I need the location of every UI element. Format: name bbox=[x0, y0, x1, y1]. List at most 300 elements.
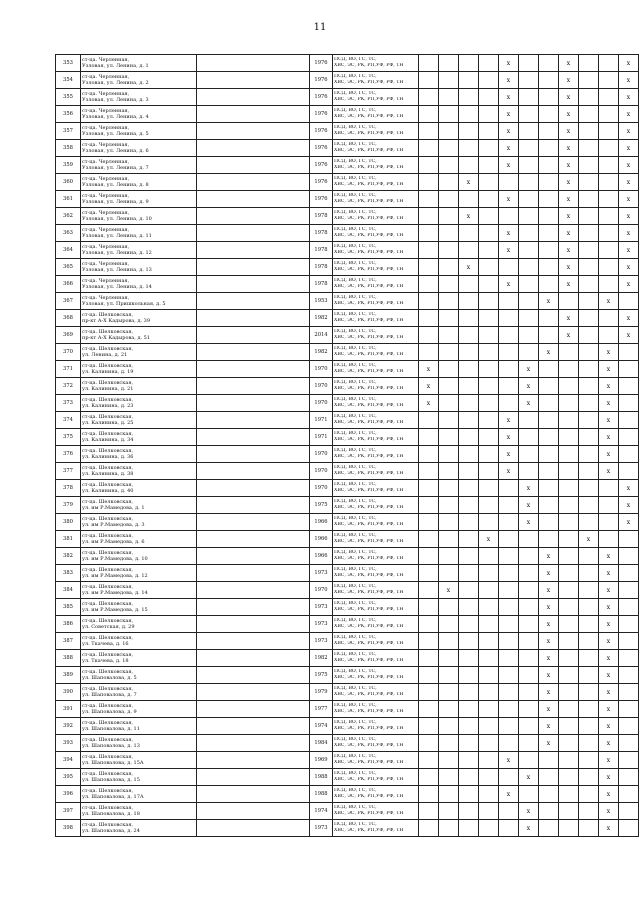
mark-cell bbox=[579, 123, 599, 140]
services-line-1: ПСД, ВО, ГС, ТС, bbox=[334, 124, 377, 130]
services-line-2: ХВС, ЭС, РК, РП,УФ, РФ, ТН bbox=[334, 692, 404, 697]
mark-cell: x bbox=[599, 769, 619, 786]
mark-cell bbox=[459, 429, 479, 446]
services-cell bbox=[333, 225, 419, 242]
mark-cell: x bbox=[539, 293, 559, 310]
empty-cell bbox=[197, 140, 310, 157]
mark-cell bbox=[419, 446, 439, 463]
mark-cell bbox=[459, 650, 479, 667]
empty-cell bbox=[197, 616, 310, 633]
mark-cell: x bbox=[619, 89, 639, 106]
build-year: 1973 bbox=[310, 633, 333, 650]
mark-cell bbox=[479, 565, 499, 582]
address-locality: ст-ца. Черленная, bbox=[82, 294, 130, 301]
row-number: 366 bbox=[56, 276, 81, 293]
mark-cell bbox=[519, 718, 539, 735]
services-line-1: ПСД, ВО, ГС, ТС, bbox=[334, 345, 377, 351]
mark-cell bbox=[499, 378, 519, 395]
mark-cell bbox=[559, 429, 579, 446]
services-cell bbox=[333, 123, 419, 140]
services-cell bbox=[333, 616, 419, 633]
mark-cell bbox=[559, 650, 579, 667]
row-number: 355 bbox=[56, 89, 81, 106]
mark-cell bbox=[599, 310, 619, 327]
mark-cell bbox=[439, 310, 459, 327]
mark-cell bbox=[519, 276, 539, 293]
address-locality: ст-ца. Шелковская, bbox=[82, 702, 134, 709]
empty-cell bbox=[197, 106, 310, 123]
table-body bbox=[56, 55, 639, 837]
address-locality: ст-ца. Шелковская, bbox=[82, 413, 134, 420]
mark-cell bbox=[539, 242, 559, 259]
mark-cell: x bbox=[599, 701, 619, 718]
mark-cell bbox=[519, 208, 539, 225]
services-cell bbox=[333, 327, 419, 344]
mark-cell bbox=[579, 276, 599, 293]
build-year: 1988 bbox=[310, 769, 333, 786]
mark-cell bbox=[439, 786, 459, 803]
mark-cell bbox=[619, 769, 639, 786]
page-number: 11 bbox=[313, 22, 327, 33]
mark-cell bbox=[459, 446, 479, 463]
build-year: 1984 bbox=[310, 735, 333, 752]
address-cell bbox=[81, 582, 197, 599]
mark-cell bbox=[459, 191, 479, 208]
services-line-2: ХВС, ЭС, РК, РП,УФ, РФ, ТН bbox=[334, 777, 404, 782]
address-cell bbox=[81, 344, 197, 361]
address-street: Узловая, ул. Ленина, д. 3 bbox=[82, 97, 149, 103]
mark-cell bbox=[479, 803, 499, 820]
mark-cell bbox=[539, 514, 559, 531]
row-number: 374 bbox=[56, 412, 81, 429]
mark-cell bbox=[419, 616, 439, 633]
services-line-2: ХВС, ЭС, РК, РП,УФ, РФ, ТН bbox=[334, 522, 404, 527]
address-cell bbox=[81, 361, 197, 378]
mark-cell bbox=[459, 497, 479, 514]
services-line-1: ПСД, ВО, ГС, ТС, bbox=[334, 753, 377, 759]
services-line-2: ХВС, ЭС, РК, РП,УФ, РФ, ТН bbox=[334, 301, 404, 306]
mark-cell bbox=[619, 395, 639, 412]
mark-cell: x bbox=[559, 89, 579, 106]
empty-cell bbox=[197, 123, 310, 140]
services-line-1: ПСД, ВО, ГС, ТС, bbox=[334, 651, 377, 657]
mark-cell bbox=[439, 140, 459, 157]
address-locality: ст-ца. Шелковская, bbox=[82, 345, 134, 352]
empty-cell bbox=[197, 276, 310, 293]
address-street: Узловая, ул. Ленина, д. 6 bbox=[82, 148, 149, 154]
address-street: ул. Шаповалова, д. 13 bbox=[82, 743, 140, 749]
services-line-1: ПСД, ВО, ГС, ТС, bbox=[334, 549, 377, 555]
mark-cell bbox=[419, 820, 439, 837]
build-year: 1966 bbox=[310, 531, 333, 548]
mark-cell: x bbox=[599, 735, 619, 752]
mark-cell bbox=[419, 769, 439, 786]
mark-cell bbox=[519, 463, 539, 480]
address-cell bbox=[81, 123, 197, 140]
build-year: 1978 bbox=[310, 259, 333, 276]
empty-cell bbox=[197, 72, 310, 89]
mark-cell bbox=[459, 106, 479, 123]
mark-cell bbox=[579, 378, 599, 395]
mark-cell bbox=[519, 157, 539, 174]
services-line-2: ХВС, ЭС, РК, РП,УФ, РФ, ТН bbox=[334, 488, 404, 493]
mark-cell bbox=[539, 225, 559, 242]
mark-cell bbox=[519, 344, 539, 361]
build-year: 1970 bbox=[310, 378, 333, 395]
mark-cell: x bbox=[559, 242, 579, 259]
services-line-1: ПСД, ВО, ГС, ТС, bbox=[334, 56, 377, 62]
build-year: 2014 bbox=[310, 327, 333, 344]
table-row bbox=[56, 735, 639, 752]
address-street: Узловая, ул. Ленина, д. 10 bbox=[82, 216, 152, 222]
mark-cell bbox=[519, 429, 539, 446]
build-year: 1988 bbox=[310, 786, 333, 803]
mark-cell bbox=[479, 157, 499, 174]
mark-cell bbox=[539, 89, 559, 106]
build-year: 1976 bbox=[310, 89, 333, 106]
mark-cell bbox=[479, 820, 499, 837]
mark-cell bbox=[599, 531, 619, 548]
build-year: 1970 bbox=[310, 395, 333, 412]
mark-cell bbox=[499, 259, 519, 276]
address-cell bbox=[81, 89, 197, 106]
address-street: ул. Шаповалова, д. 18 bbox=[82, 811, 140, 817]
mark-cell bbox=[619, 667, 639, 684]
mark-cell bbox=[559, 361, 579, 378]
mark-cell bbox=[579, 395, 599, 412]
table-row bbox=[56, 463, 639, 480]
mark-cell: x bbox=[619, 106, 639, 123]
empty-cell bbox=[197, 497, 310, 514]
mark-cell bbox=[539, 140, 559, 157]
mark-cell: x bbox=[599, 463, 619, 480]
mark-cell: x bbox=[499, 89, 519, 106]
mark-cell bbox=[439, 701, 459, 718]
mark-cell: x bbox=[499, 276, 519, 293]
address-cell bbox=[81, 327, 197, 344]
mark-cell bbox=[479, 599, 499, 616]
mark-cell bbox=[419, 480, 439, 497]
address-street: ул. им Р.Мамедова, д. 1 bbox=[82, 505, 145, 511]
address-street: ул. Ленина, д. 21 bbox=[82, 352, 128, 358]
services-line-2: ХВС, ЭС, РК, РП,УФ, РФ, ТН bbox=[334, 403, 404, 408]
services-line-1: ПСД, ВО, ГС, ТС, bbox=[334, 328, 377, 334]
address-cell bbox=[81, 803, 197, 820]
mark-cell bbox=[559, 769, 579, 786]
address-street: ул. Калинина, д. 40 bbox=[82, 488, 134, 494]
empty-cell bbox=[197, 191, 310, 208]
address-cell bbox=[81, 684, 197, 701]
table-row bbox=[56, 803, 639, 820]
build-year: 1976 bbox=[310, 123, 333, 140]
mark-cell bbox=[499, 497, 519, 514]
address-locality: ст-ца. Шелковская, bbox=[82, 821, 134, 828]
mark-cell bbox=[459, 786, 479, 803]
mark-cell bbox=[519, 701, 539, 718]
mark-cell bbox=[479, 55, 499, 72]
mark-cell bbox=[479, 480, 499, 497]
address-cell bbox=[81, 259, 197, 276]
mark-cell bbox=[579, 293, 599, 310]
mark-cell bbox=[599, 327, 619, 344]
mark-cell bbox=[439, 820, 459, 837]
mark-cell: x bbox=[519, 378, 539, 395]
address-street: ул. Шаповалова, д. 24 bbox=[82, 828, 140, 834]
services-line-2: ХВС, ЭС, РК, РП,УФ, РФ, ТН bbox=[334, 369, 404, 374]
address-cell bbox=[81, 531, 197, 548]
address-street: ул. Шаповалова, д. 5 bbox=[82, 675, 137, 681]
mark-cell: x bbox=[599, 582, 619, 599]
mark-cell: x bbox=[539, 344, 559, 361]
address-street: Узловая, ул. Ленина, д. 4 bbox=[82, 114, 149, 120]
mark-cell bbox=[459, 718, 479, 735]
row-number: 378 bbox=[56, 480, 81, 497]
mark-cell bbox=[579, 157, 599, 174]
services-line-2: ХВС, ЭС, РК, РП,УФ, РФ, ТН bbox=[334, 607, 404, 612]
mark-cell bbox=[459, 752, 479, 769]
address-street: ул. Калинина, д. 21 bbox=[82, 386, 134, 392]
mark-cell bbox=[439, 752, 459, 769]
row-number: 394 bbox=[56, 752, 81, 769]
mark-cell bbox=[519, 174, 539, 191]
mark-cell bbox=[459, 803, 479, 820]
row-number: 362 bbox=[56, 208, 81, 225]
build-year: 1975 bbox=[310, 497, 333, 514]
mark-cell: x bbox=[559, 276, 579, 293]
mark-cell bbox=[419, 276, 439, 293]
empty-cell bbox=[197, 752, 310, 769]
mark-cell bbox=[539, 786, 559, 803]
mark-cell bbox=[539, 531, 559, 548]
mark-cell bbox=[479, 225, 499, 242]
mark-cell: x bbox=[499, 55, 519, 72]
mark-cell bbox=[459, 327, 479, 344]
build-year: 1976 bbox=[310, 191, 333, 208]
mark-cell bbox=[559, 718, 579, 735]
mark-cell bbox=[499, 684, 519, 701]
services-line-1: ПСД, ВО, ГС, ТС, bbox=[334, 73, 377, 79]
mark-cell bbox=[479, 361, 499, 378]
address-cell bbox=[81, 497, 197, 514]
build-year: 1976 bbox=[310, 106, 333, 123]
address-street: пр-кт А-Х Кадырова, д. 51 bbox=[82, 335, 151, 341]
mark-cell: x bbox=[559, 174, 579, 191]
mark-cell: x bbox=[619, 327, 639, 344]
services-line-1: ПСД, ВО, ГС, ТС, bbox=[334, 668, 377, 674]
empty-cell bbox=[197, 344, 310, 361]
mark-cell bbox=[619, 650, 639, 667]
mark-cell bbox=[459, 140, 479, 157]
mark-cell bbox=[519, 548, 539, 565]
mark-cell: x bbox=[619, 55, 639, 72]
mark-cell bbox=[479, 650, 499, 667]
mark-cell bbox=[579, 140, 599, 157]
build-year: 1973 bbox=[310, 616, 333, 633]
mark-cell: x bbox=[599, 599, 619, 616]
mark-cell bbox=[519, 123, 539, 140]
mark-cell bbox=[539, 429, 559, 446]
services-line-2: ХВС, ЭС, РК, РП,УФ, РФ, ТН bbox=[334, 811, 404, 816]
mark-cell bbox=[579, 412, 599, 429]
mark-cell bbox=[619, 446, 639, 463]
mark-cell bbox=[419, 667, 439, 684]
address-street: ул. Шаповалова, д. 7 bbox=[82, 692, 137, 698]
mark-cell: x bbox=[499, 225, 519, 242]
row-number: 391 bbox=[56, 701, 81, 718]
services-line-2: ХВС, ЭС, РК, РП,УФ, РФ, ТН bbox=[334, 726, 404, 731]
row-number: 390 bbox=[56, 684, 81, 701]
mark-cell bbox=[479, 276, 499, 293]
row-number: 379 bbox=[56, 497, 81, 514]
mark-cell bbox=[559, 701, 579, 718]
mark-cell bbox=[459, 548, 479, 565]
mark-cell bbox=[419, 191, 439, 208]
mark-cell bbox=[499, 803, 519, 820]
address-street: ул. им Р.Мамедова, д. 15 bbox=[82, 607, 148, 613]
build-year: 1982 bbox=[310, 344, 333, 361]
mark-cell bbox=[519, 633, 539, 650]
mark-cell bbox=[419, 106, 439, 123]
mark-cell: x bbox=[559, 225, 579, 242]
mark-cell bbox=[579, 361, 599, 378]
services-line-2: ХВС, ЭС, РК, РП,УФ, РФ, ТН bbox=[334, 658, 404, 663]
address-locality: ст-ца. Шелковская, bbox=[82, 549, 134, 556]
row-number: 375 bbox=[56, 429, 81, 446]
address-street: ул. Шаповалова, д. 11 bbox=[82, 726, 140, 732]
address-street: ул. Калинина, д. 36 bbox=[82, 454, 134, 460]
mark-cell bbox=[599, 72, 619, 89]
services-cell bbox=[333, 548, 419, 565]
mark-cell bbox=[459, 395, 479, 412]
address-locality: ст-ца. Шелковская, bbox=[82, 685, 134, 692]
mark-cell bbox=[479, 514, 499, 531]
mark-cell bbox=[579, 633, 599, 650]
mark-cell: x bbox=[599, 412, 619, 429]
mark-cell: x bbox=[619, 208, 639, 225]
mark-cell bbox=[439, 514, 459, 531]
mark-cell bbox=[619, 429, 639, 446]
services-line-2: ХВС, ЭС, РК, РП,УФ, РФ, ТН bbox=[334, 216, 404, 221]
services-cell bbox=[333, 565, 419, 582]
address-cell bbox=[81, 293, 197, 310]
mark-cell bbox=[439, 378, 459, 395]
build-year: 1977 bbox=[310, 701, 333, 718]
mark-cell bbox=[519, 752, 539, 769]
services-line-2: ХВС, ЭС, РК, РП,УФ, РФ, ТН bbox=[334, 199, 404, 204]
table-row bbox=[56, 769, 639, 786]
services-line-2: ХВС, ЭС, РК, РП,УФ, РФ, ТН bbox=[334, 63, 404, 68]
mark-cell bbox=[539, 276, 559, 293]
mark-cell bbox=[619, 361, 639, 378]
mark-cell bbox=[579, 89, 599, 106]
mark-cell bbox=[439, 123, 459, 140]
services-line-1: ПСД, ВО, ГС, ТС, bbox=[334, 787, 377, 793]
build-year: 1978 bbox=[310, 225, 333, 242]
mark-cell bbox=[419, 242, 439, 259]
services-cell bbox=[333, 106, 419, 123]
address-locality: ст-ца. Шелковская, bbox=[82, 617, 134, 624]
empty-cell bbox=[197, 395, 310, 412]
mark-cell bbox=[439, 548, 459, 565]
mark-cell bbox=[439, 633, 459, 650]
services-line-1: ПСД, ВО, ГС, ТС, bbox=[334, 396, 377, 402]
build-year: 1970 bbox=[310, 582, 333, 599]
table-row bbox=[56, 106, 639, 123]
mark-cell bbox=[519, 259, 539, 276]
empty-cell bbox=[197, 633, 310, 650]
services-line-1: ПСД, ВО, ГС, ТС, bbox=[334, 464, 377, 470]
mark-cell bbox=[559, 480, 579, 497]
table-row bbox=[56, 480, 639, 497]
mark-cell: x bbox=[559, 259, 579, 276]
address-locality: ст-ца. Черленная, bbox=[82, 124, 130, 131]
address-locality: ст-ца. Шелковская, bbox=[82, 379, 134, 386]
services-cell bbox=[333, 769, 419, 786]
mark-cell: x bbox=[599, 633, 619, 650]
mark-cell bbox=[619, 616, 639, 633]
address-cell bbox=[81, 208, 197, 225]
mark-cell bbox=[419, 548, 439, 565]
mark-cell bbox=[499, 344, 519, 361]
empty-cell bbox=[197, 667, 310, 684]
services-cell bbox=[333, 55, 419, 72]
mark-cell: x bbox=[619, 514, 639, 531]
services-cell bbox=[333, 310, 419, 327]
address-locality: ст-ца. Черленная, bbox=[82, 192, 130, 199]
mark-cell bbox=[519, 735, 539, 752]
row-number: 373 bbox=[56, 395, 81, 412]
services-line-2: ХВС, ЭС, РК, РП,УФ, РФ, ТН bbox=[334, 182, 404, 187]
services-cell bbox=[333, 599, 419, 616]
empty-cell bbox=[197, 786, 310, 803]
mark-cell: x bbox=[619, 157, 639, 174]
empty-cell bbox=[197, 55, 310, 72]
mark-cell bbox=[499, 480, 519, 497]
row-number: 369 bbox=[56, 327, 81, 344]
empty-cell bbox=[197, 242, 310, 259]
row-number: 353 bbox=[56, 55, 81, 72]
mark-cell bbox=[479, 378, 499, 395]
address-street: ул. Ткачева, д. 18 bbox=[82, 658, 129, 664]
mark-cell bbox=[459, 72, 479, 89]
mark-cell bbox=[599, 123, 619, 140]
mark-cell bbox=[499, 718, 519, 735]
mark-cell: x bbox=[539, 650, 559, 667]
mark-cell bbox=[579, 327, 599, 344]
mark-cell bbox=[419, 514, 439, 531]
row-number: 357 bbox=[56, 123, 81, 140]
row-number: 356 bbox=[56, 106, 81, 123]
services-line-1: ПСД, ВО, ГС, ТС, bbox=[334, 634, 377, 640]
mark-cell bbox=[439, 463, 459, 480]
address-cell bbox=[81, 701, 197, 718]
row-number: 392 bbox=[56, 718, 81, 735]
address-street: ул. Калинина, д. 23 bbox=[82, 403, 134, 409]
row-number: 382 bbox=[56, 548, 81, 565]
table-row bbox=[56, 276, 639, 293]
mark-cell bbox=[619, 582, 639, 599]
mark-cell bbox=[539, 208, 559, 225]
table-row bbox=[56, 786, 639, 803]
services-cell bbox=[333, 276, 419, 293]
row-number: 359 bbox=[56, 157, 81, 174]
empty-cell bbox=[197, 565, 310, 582]
services-cell bbox=[333, 89, 419, 106]
mark-cell bbox=[519, 684, 539, 701]
address-street: Узловая, ул. Ленина, д. 14 bbox=[82, 284, 152, 290]
mark-cell bbox=[599, 497, 619, 514]
build-year: 1982 bbox=[310, 310, 333, 327]
